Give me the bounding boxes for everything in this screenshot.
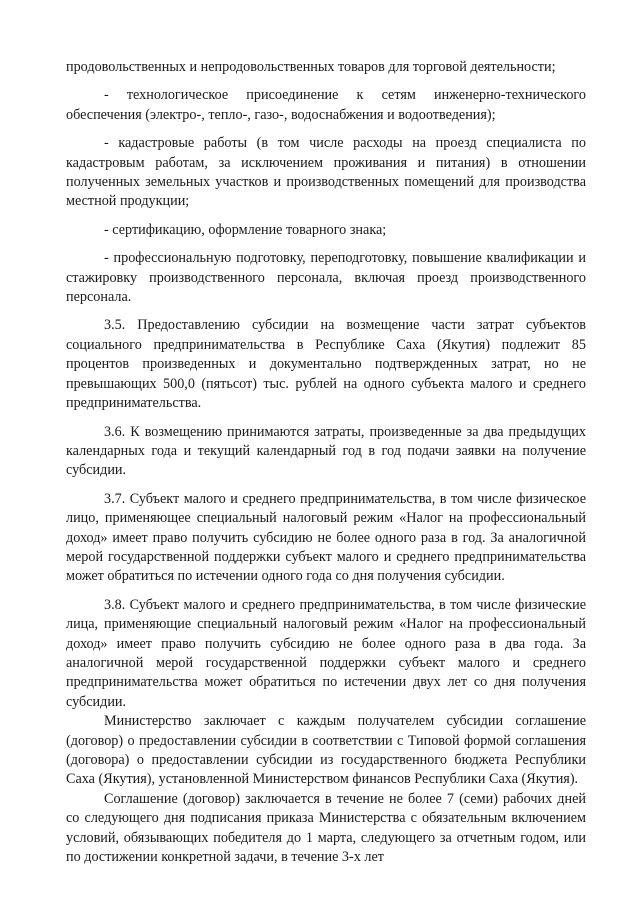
clause-3-6: 3.6. К возмещению принимаются затраты, произведенные за два предыдущих календарных года и текущий календарный год в год подачи заявки на получение субсидии. — [66, 423, 586, 479]
paragraph-agreement-term: Соглашение (договор) заключается в течение не более 7 (семи) рабочих дней со следующего дня подписания приказа Министерства с обязательным включением условий, обязывающих победителя до 1 марта, следующего за отчетным годом, или по достижении конкретной задачи, в течение 3-х лет — [66, 790, 586, 866]
list-item-tech-connection: - технологическое присоединение к сетям инженерно-технического обеспечения (электро-, тепло-, газо-, водоснабжения и водоотведения); — [66, 87, 586, 123]
clause-3-5: 3.5. Предоставлению субсидии на возмещение части затрат субъектов социального предпринимательства в Республике Саха (Якутия) подлежит 85 процентов произведенных и документально подтвержденных затрат, но не превышающих 500,0 (пятьсот) тыс. рублей на одного субъекта малого и среднего предпринимательства. — [66, 317, 586, 412]
clause-3-8: 3.8. Субъект малого и среднего предпринимательства, в том числе физические лица, применяющие специальный налоговый режим «Налог на профессиональный доход» имеет право получить субсидию не более одного раза в два года. За аналогичной мерой государственной поддержки субъект малого и среднего предпринимательства может обратиться по истечении двух лет со дня получения субсидии. — [66, 596, 586, 710]
list-item-training: - профессиональную подготовку, переподготовку, повышение квалификации и стажировку производственного персонала, включая проезд производственного персонала. — [66, 250, 586, 306]
list-item-certification: - сертификацию, оформление товарного знака; — [104, 221, 387, 238]
list-item-cadastral-works: - кадастровые работы (в том числе расходы на проезд специалиста по кадастровым работам, за исключением проживания и питания) в отношении полученных земельных участков и производственных помещений для производства местной продукции; — [66, 135, 586, 210]
paragraph-ministry-agreement: Министерство заключает с каждым получателем субсидии соглашение (договор) о предоставлении субсидии в соответствии с Типовой формой соглашения (договора) о предоставлении субсидии из государственного бюджета Республики Саха (Якутия), установленной Министерством финансов Республики Саха (Якутия). — [66, 713, 586, 788]
paragraph-continuation: продовольственных и непродовольственных товаров для торговой деятельности; — [66, 59, 556, 75]
document-page — [66, 58, 586, 867]
clause-3-7: 3.7. Субъект малого и среднего предпринимательства, в том числе физическое лицо, применяющее специальный налоговый режим «Налог на профессиональный доход» имеет право получить субсидию не более одного раза в год. За аналогичной мерой государственной поддержки субъект малого и среднего предпринимательства может обратиться по истечении одного года со дня получения субсидии. — [66, 490, 586, 585]
